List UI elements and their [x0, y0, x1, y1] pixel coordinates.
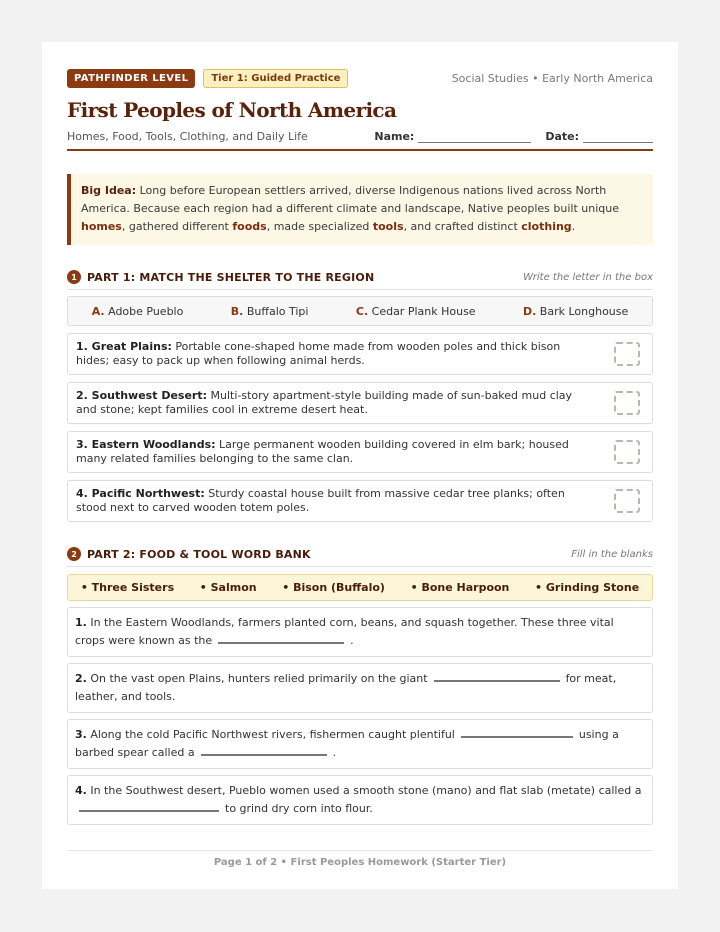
big-idea-text: , gathered different: [121, 220, 233, 233]
answer-box[interactable]: [614, 489, 640, 513]
match-item-label: 1. Great Plains:: [76, 340, 172, 353]
part1-hint: Write the letter in the box: [523, 271, 653, 283]
match-item-description: Portable cone-shaped home made from wooden poles and thick bison hides; easy to pack up when following animal herds.: [76, 340, 561, 367]
answer-blank[interactable]: [434, 670, 560, 682]
match-item-2: [67, 382, 653, 424]
name-date-fields: [374, 130, 653, 143]
part1-number-badge: 1: [67, 270, 81, 284]
big-idea-label: Big Idea:: [81, 184, 137, 197]
word-bank-item: • Salmon: [199, 581, 257, 594]
option-d: [523, 305, 628, 318]
fill-question-1: [67, 607, 653, 657]
answer-box[interactable]: [614, 440, 640, 464]
part1-divider: [67, 289, 653, 290]
word-bank: [67, 574, 653, 601]
answer-blank[interactable]: [461, 726, 573, 738]
match-item-description: Large permanent wooden building covered in elm bark; housed many related families belonging to the same clan.: [76, 438, 569, 465]
match-item-description: Sturdy coastal house built from massive cedar tree planks; often stood next to carved wooden totem poles.: [76, 487, 565, 514]
question-number: 1.: [75, 616, 87, 629]
question-text: In the Southwest desert, Pueblo women used a smooth stone (mano) and flat slab (metate) called a: [86, 784, 642, 797]
question-text: to grind dry corn into flour.: [225, 802, 373, 815]
word-bank-item: • Bone Harpoon: [410, 581, 510, 594]
part2-title: PART 2: FOOD & TOOL WORD BANK: [87, 547, 311, 561]
tier-badge: Tier 1: Guided Practice: [203, 69, 348, 88]
option-c: [356, 305, 476, 318]
match-item-1: [67, 333, 653, 375]
answer-blank[interactable]: [79, 800, 219, 812]
keyword-homes: homes: [81, 220, 122, 233]
fill-question-3: [67, 719, 653, 769]
page-subtitle: Homes, Food, Tools, Clothing, and Daily Life: [67, 130, 308, 143]
worksheet-page: [42, 42, 678, 889]
match-item-description: Multi-story apartment-style building made of sun-baked mud clay and stone; kept families cool in extreme desert heat.: [76, 389, 573, 416]
subtitle-row: [67, 123, 653, 143]
match-item-text: [76, 438, 614, 466]
match-item-label: 2. Southwest Desert:: [76, 389, 208, 402]
option-text: Cedar Plank House: [368, 304, 476, 318]
fill-question-2: [67, 663, 653, 713]
question-text: Along the cold Pacific Northwest rivers, fishermen caught plentiful: [86, 728, 455, 741]
answer-box[interactable]: [614, 391, 640, 415]
match-item-text: [76, 340, 614, 368]
big-idea-text: Long before European settlers arrived, diverse Indigenous nations lived across North America. Because each region had a different climate and landscape, Native peoples built unique: [81, 184, 620, 215]
part2-header: [67, 545, 653, 563]
part1-title: PART 1: MATCH THE SHELTER TO THE REGION: [87, 270, 375, 284]
option-text: Adobe Pueblo: [104, 304, 184, 318]
keyword-clothing: clothing: [521, 220, 572, 233]
question-text: .: [350, 634, 354, 647]
word-bank-item: • Three Sisters: [80, 581, 175, 594]
part2-number-badge: 2: [67, 547, 81, 561]
name-blank[interactable]: [418, 130, 531, 143]
answer-blank[interactable]: [201, 744, 327, 756]
big-idea-text: , made specialized: [266, 220, 373, 233]
match-item-3: [67, 431, 653, 473]
question-text: for meat, leather, and tools.: [75, 672, 617, 703]
word-bank-item: • Grinding Stone: [535, 581, 640, 594]
footer-divider: [67, 850, 653, 851]
answer-blank[interactable]: [218, 632, 344, 644]
match-item-4: [67, 480, 653, 522]
match-item-label: 3. Eastern Woodlands:: [76, 438, 216, 451]
word-bank-item: • Bison (Buffalo): [282, 581, 385, 594]
part2-hint: Fill in the blanks: [571, 548, 653, 560]
question-text: .: [332, 746, 337, 759]
subject-topic: Social Studies • Early North America: [451, 71, 653, 85]
big-idea-callout: [67, 174, 653, 245]
match-item-text: [76, 487, 614, 515]
option-letter: A.: [91, 304, 105, 318]
keyword-tools: tools: [372, 220, 404, 233]
question-text: In the Eastern Woodlands, farmers planted corn, beans, and squash together. These three vital crops were known as the: [75, 616, 614, 647]
question-text: On the vast open Plains, hunters relied primarily on the giant: [86, 672, 428, 685]
page-title: First Peoples of North America: [67, 98, 397, 122]
date-label: Date:: [545, 130, 579, 143]
match-item-text: [76, 389, 614, 417]
question-number: 2.: [75, 672, 87, 685]
question-number: 3.: [75, 728, 87, 741]
name-label: Name:: [374, 130, 415, 143]
part2-divider: [67, 566, 653, 567]
answer-box[interactable]: [614, 342, 640, 366]
option-a: [92, 305, 184, 318]
option-letter: B.: [230, 304, 244, 318]
keyword-foods: foods: [232, 220, 267, 233]
question-text: using a barbed spear called a: [75, 728, 619, 759]
part1-header: [67, 268, 653, 286]
header-divider: [67, 149, 653, 151]
big-idea-text: .: [571, 220, 576, 233]
option-letter: C.: [355, 304, 369, 318]
fill-question-4: [67, 775, 653, 825]
shelter-options: [67, 296, 653, 326]
page-footer: Page 1 of 2 • First Peoples Homework (Starter Tier): [213, 857, 507, 868]
option-text: Bark Longhouse: [536, 304, 629, 318]
big-idea-text: , and crafted distinct: [403, 220, 522, 233]
level-badge: PATHFINDER LEVEL: [67, 69, 195, 88]
option-text: Buffalo Tipi: [243, 304, 309, 318]
option-letter: D.: [523, 304, 537, 318]
date-blank[interactable]: [583, 130, 653, 143]
question-number: 4.: [75, 784, 87, 797]
top-bar: [67, 67, 653, 89]
option-b: [231, 305, 309, 318]
match-item-label: 4. Pacific Northwest:: [76, 487, 205, 500]
